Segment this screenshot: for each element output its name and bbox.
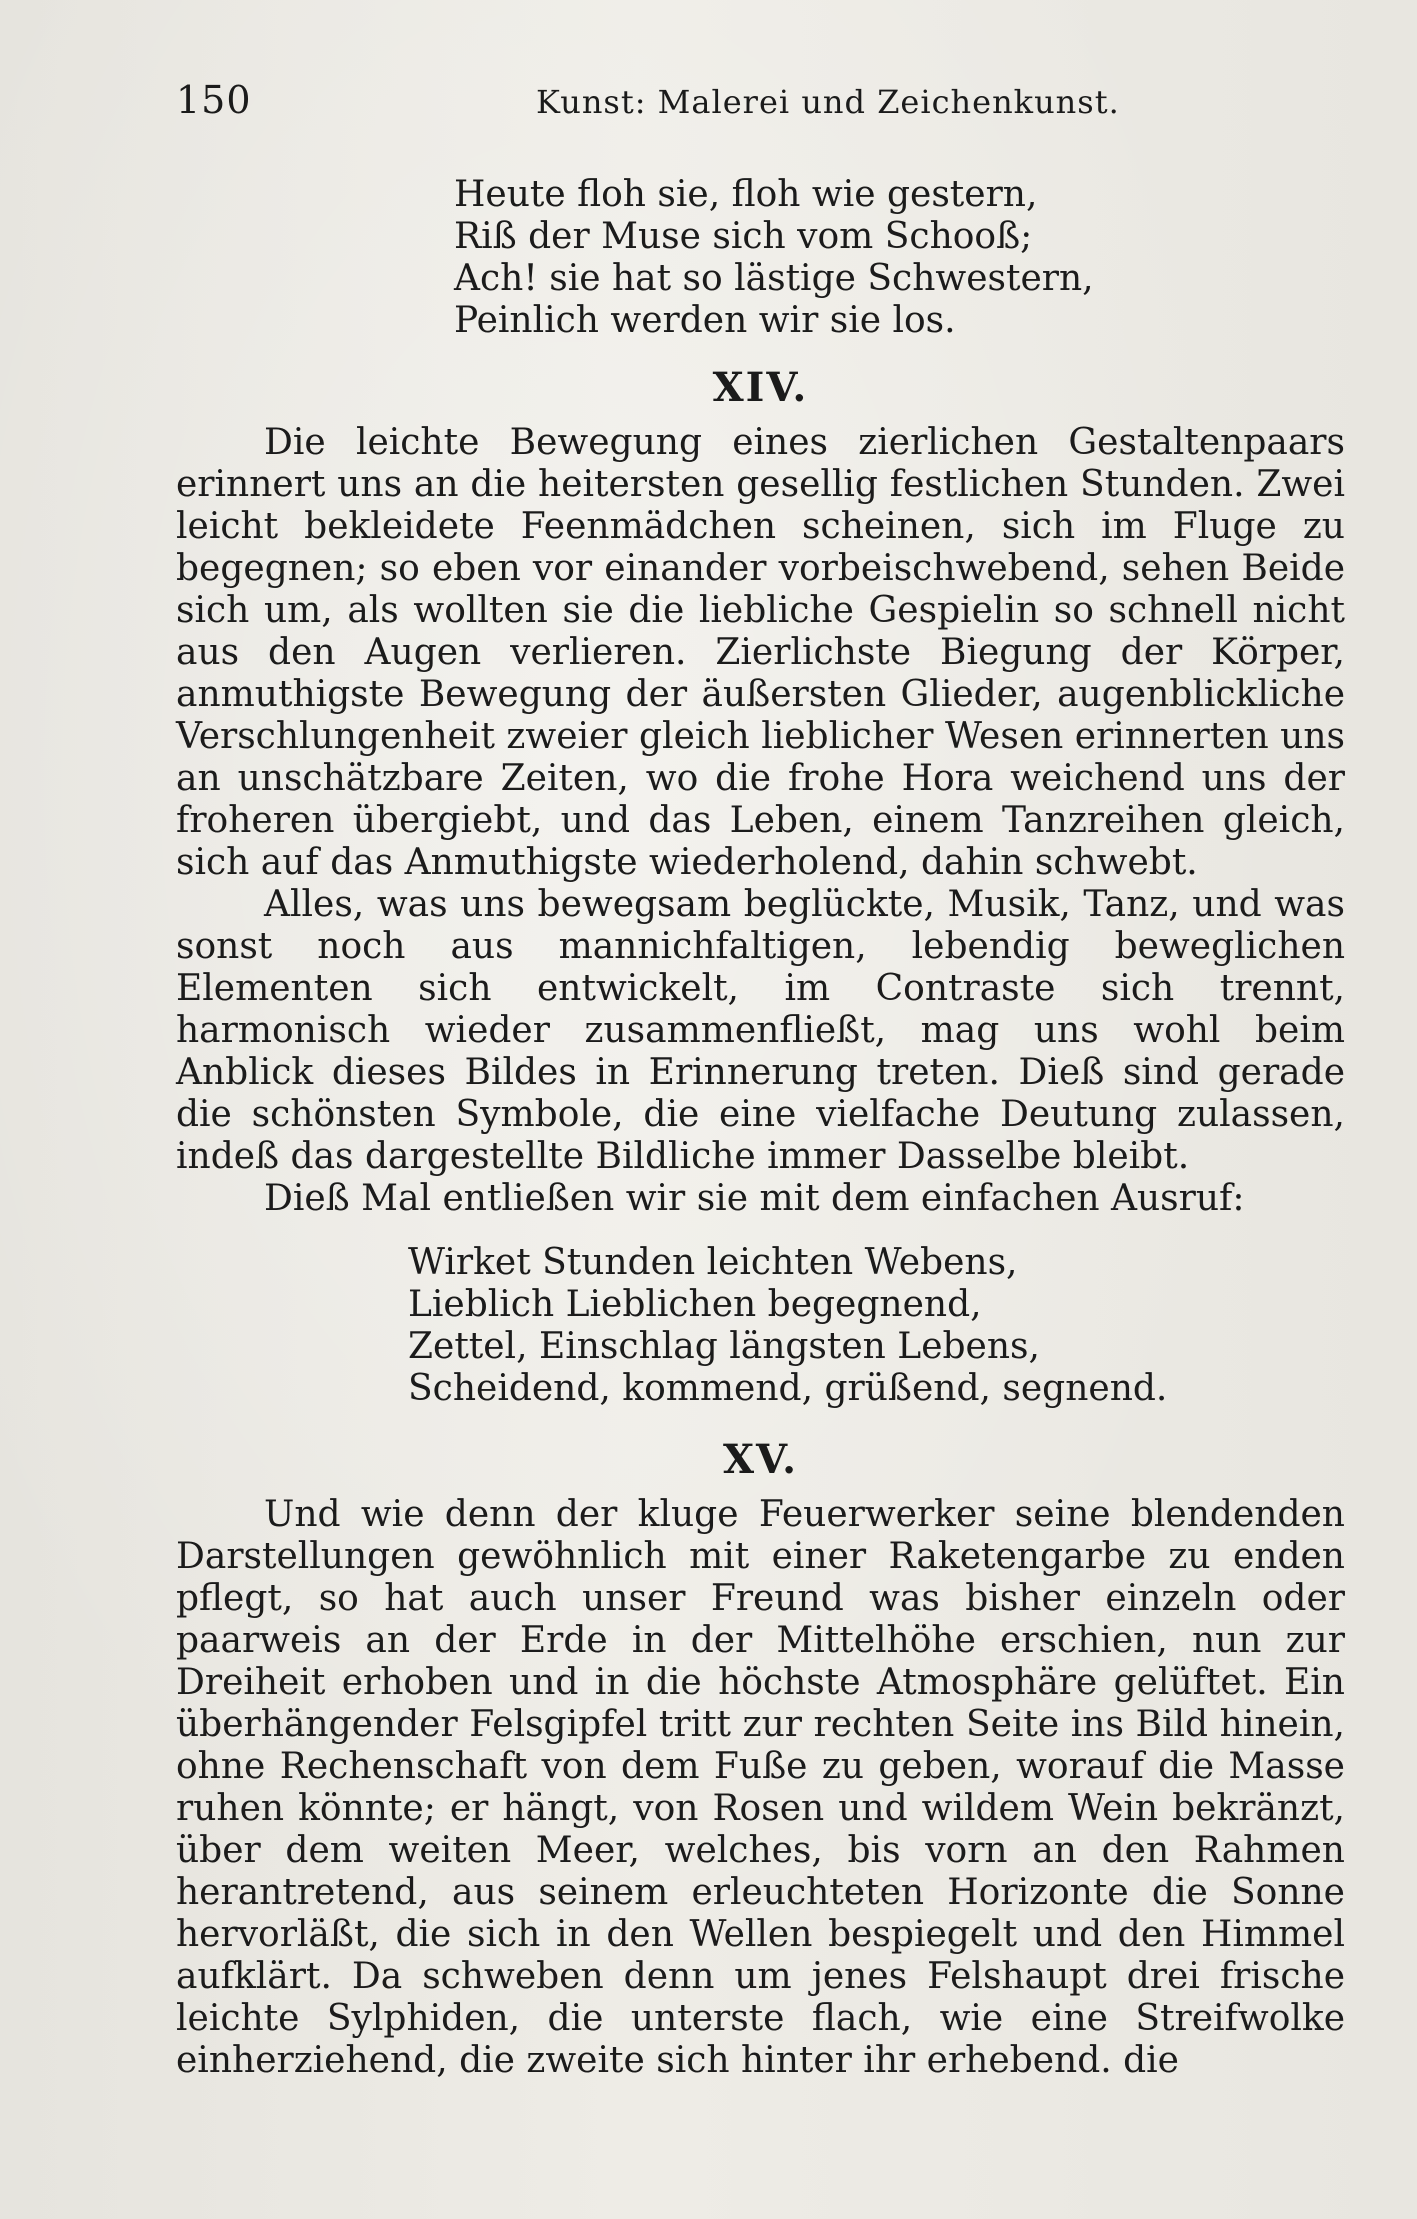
verse-line: Scheidend, kommend, grüßend, segnend. [408,1368,1168,1409]
opening-verse [454,174,1345,342]
inner-verse [408,1242,1345,1410]
section-heading-xv: XV. [722,1436,798,1483]
paragraph: Und wie denn der kluge Feuerwerker seine blendenden Darstellungen gewöhnlich mit einer Raketengarbe zu enden pflegt, so hat auch unser Freund was bisher einzeln oder paarweis an der Erde in der Mittelhöhe erschien, nun zur Dreiheit erhoben und in die höchste Atmosphäre gelüftet. Ein überhängender Felsgipfel tritt zur rechten Seite ins Bild hinein, ohne Rechenschaft von dem Fuße zu geben, worauf die Masse ruhen könnte; er hängt, von Rosen und wildem Wein bekränzt, über dem weiten Meer, welches, bis vorn an den Rahmen herantretend, aus seinem erleuchteten Horizonte die Sonne hervorläßt, die sich in den Wellen bespiegelt und den Himmel aufklärt. Da schweben denn um jenes Felshaupt drei frische leichte Sylphiden, die unterste flach, wie eine Streifwolke einherziehend, die zweite sich hinter ihr erhebend. die [176,1494,1345,2081]
verse-line: Wirket Stunden leichten Webens, [408,1242,1018,1283]
verse-line: Lieblich Lieblichen begegnend, [408,1284,982,1325]
paragraph: Die leichte Bewegung eines zierlichen Gestaltenpaars erinnert uns an die heitersten gesellig festlichen Stunden. Zwei leicht bekleidete Feenmädchen scheinen, sich im Fluge zu begegnen; so eben vor einander vorbeischwebend, sehen Beide sich um, als wollten sie die liebliche Gespielin so schnell nicht aus den Augen verlieren. Zierlichste Biegung der Körper, anmuthigste Bewegung der äußersten Glieder, augenblickliche Verschlungenheit zweier gleich lieblicher Wesen erinnerten uns an unschätzbare Zeiten, wo die frohe Hora weichend uns der froheren übergiebt, und das Leben, einem Tanzreihen gleich, sich auf das Anmuthigste wiederholend, dahin schwebt. [176,422,1345,883]
page-number: 150 [176,78,252,122]
verse-line: Peinlich werden wir sie los. [454,300,956,341]
verse-line: Heute floh sie, floh wie gestern, [454,174,1038,215]
paragraph: Alles, was uns bewegsam beglückte, Musik, Tanz, und was sonst noch aus mannichfaltigen, lebendig beweglichen Elementen sich entwickelt, im Contraste sich trennt, harmonisch wieder zusammenfließt, mag uns wohl beim Anblick dieses Bildes in Erinnerung treten. Dieß sind gerade die schönsten Symbole, die eine vielfache Deutung zulassen, indeß das dargestellte Bildliche immer Dasselbe bleibt. [176,884,1345,1177]
running-title: Kunst: Malerei und Zeichenkunst. [536,83,1120,121]
paragraph: Dieß Mal entließen wir sie mit dem einfachen Ausruf: [264,1178,1245,1219]
section-heading-xiv: XIV. [712,364,809,411]
verse-line: Zettel, Einschlag längsten Lebens, [408,1326,1040,1367]
verse-line: Ach! sie hat so lästige Schwestern, [454,258,1094,299]
running-head [176,78,1345,130]
verse-line: Riß der Muse sich vom Schooß; [454,216,1033,257]
